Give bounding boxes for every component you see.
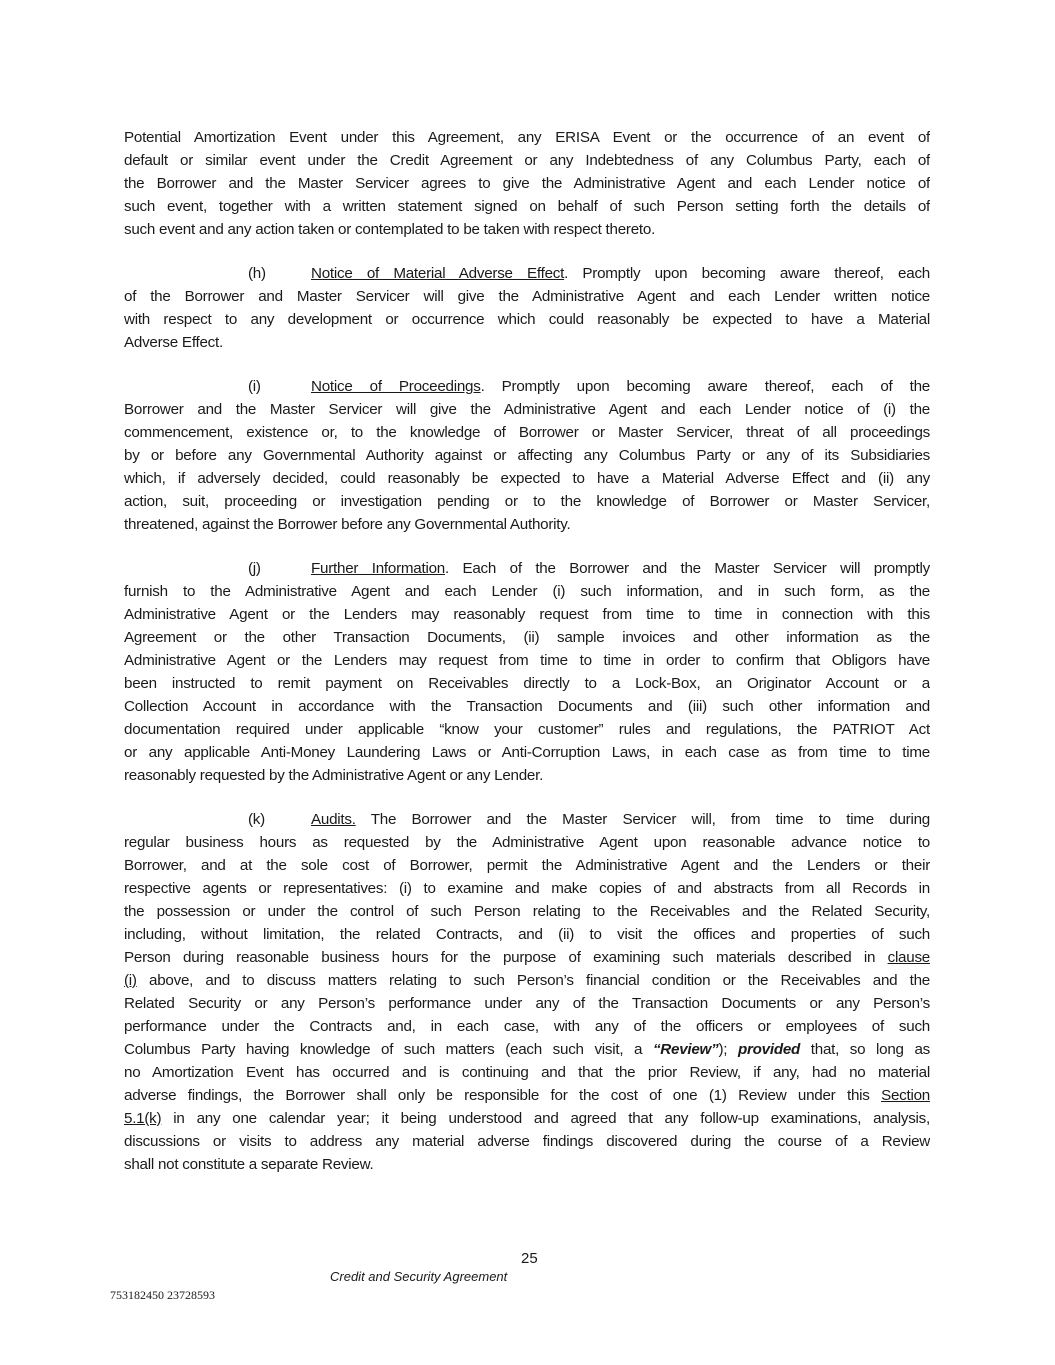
text: Administrative Agent or the Lenders may request from time to time in order to confirm that Obligors have xyxy=(124,652,930,669)
underlined-text: Notice of Proceedings xyxy=(311,378,481,395)
text: furnish to the Administrative Agent and each Lender (i) such information, and in such form, as the xyxy=(124,583,930,600)
text-line xyxy=(124,513,930,536)
section-label: (j) xyxy=(248,560,261,577)
underlined-text: (i) xyxy=(124,972,137,989)
text-line xyxy=(124,398,930,421)
underlined-text: Notice of Material Adverse Effect xyxy=(311,265,565,282)
text-line xyxy=(124,421,930,444)
text-line xyxy=(124,603,930,626)
text: threatened, against the Borrower before any Governmental Authority. xyxy=(124,516,571,533)
text: Administrative Agent or the Lenders may reasonably request from time to time in connection with this xyxy=(124,606,930,623)
defined-term: “Review” xyxy=(652,1041,719,1058)
text-line xyxy=(124,992,930,1015)
text-line xyxy=(124,923,930,946)
text-line xyxy=(124,741,930,764)
paragraph-j xyxy=(124,557,930,787)
text: Potential Amortization Event under this Agreement, any ERISA Event or the occurrence of an event of xyxy=(124,129,930,146)
text: Agreement or the other Transaction Documents, (ii) sample invoices and other information as the xyxy=(124,629,930,646)
text: commencement, existence or, to the knowledge of Borrower or Master Servicer, threat of all proceedings xyxy=(124,424,930,441)
text: that, so long as xyxy=(800,1041,930,1058)
section-label: (k) xyxy=(248,811,265,828)
text-line xyxy=(124,649,930,672)
text: action, suit, proceeding or investigation pending or to the knowledge of Borrower or Master Servicer, xyxy=(124,493,930,510)
text-line xyxy=(124,1130,930,1153)
defined-term: provided xyxy=(737,1041,801,1058)
text: been instructed to remit payment on Receivables directly to a Lock-Box, an Originator Account or a xyxy=(124,675,930,692)
text-line xyxy=(124,877,930,900)
text-line xyxy=(124,718,930,741)
paragraph-k xyxy=(124,808,930,1176)
text-line xyxy=(124,695,930,718)
text: in any one calendar year; it being understood and agreed that any follow-up examinations, analysis, xyxy=(161,1110,930,1127)
text-line xyxy=(124,672,930,695)
text-line xyxy=(124,1038,930,1061)
text: by or before any Governmental Authority against or affecting any Columbus Party or any of its Subsidiaries xyxy=(124,447,930,464)
text: above, and to discuss matters relating to such Person’s financial condition or the Receivables and the xyxy=(136,972,930,989)
text: the possession or under the control of such Person relating to the Receivables and the Related Security, xyxy=(124,903,930,920)
document-id: 753182450 23728593 xyxy=(110,1288,215,1302)
text-line xyxy=(124,172,930,195)
text: shall not constitute a separate Review. xyxy=(124,1156,374,1173)
underlined-text: clause xyxy=(887,949,930,966)
text: performance under the Contracts and, in each case, with any of the officers or employees of such xyxy=(124,1018,930,1035)
text: default or similar event under the Credit Agreement or any Indebtedness of any Columbus Party, each of xyxy=(124,152,930,169)
text-line xyxy=(124,218,930,241)
section-label: (h) xyxy=(248,265,266,282)
paragraph-i xyxy=(124,375,930,536)
paragraph xyxy=(124,126,930,241)
text: Person during reasonable business hours for the purpose of examining such materials described in xyxy=(124,949,888,966)
text: discussions or visits to address any material adverse findings discovered during the course of a Review xyxy=(124,1133,930,1150)
text: Borrower and the Master Servicer will give the Administrative Agent and each Lender notice of (i) the xyxy=(124,401,930,418)
underlined-text: Further Information xyxy=(311,560,445,577)
underlined-text: Audits. xyxy=(311,811,356,828)
text: The Borrower and the Master Servicer will, from time to time during xyxy=(355,811,930,828)
text-line xyxy=(124,308,930,331)
text-line xyxy=(124,126,930,149)
text-line xyxy=(124,831,930,854)
text-line xyxy=(124,195,930,218)
text-line xyxy=(124,764,930,787)
text: Borrower, and at the sole cost of Borrower, permit the Administrative Agent and the Lenders or their xyxy=(124,857,930,874)
text-line xyxy=(124,285,930,308)
text: adverse findings, the Borrower shall only be responsible for the cost of one (1) Review under this xyxy=(124,1087,882,1104)
text-line xyxy=(124,375,930,398)
text-line xyxy=(124,626,930,649)
text: regular business hours as requested by the Administrative Agent upon reasonable advance notice to xyxy=(124,834,930,851)
text: ); xyxy=(718,1041,738,1058)
text-line xyxy=(124,490,930,513)
text: with respect to any development or occurrence which could reasonably be expected to have a Material xyxy=(124,311,930,328)
text-line xyxy=(124,1084,930,1107)
text-line xyxy=(124,1107,930,1130)
text-line xyxy=(124,331,930,354)
underlined-text: Section xyxy=(881,1087,930,1104)
text: documentation required under applicable “know your customer” rules and regulations, the PATRIOT Act xyxy=(124,721,930,738)
text: no Amortization Event has occurred and is continuing and that the prior Review, if any, had no material xyxy=(124,1064,930,1081)
underlined-text: 5.1(k) xyxy=(124,1110,162,1127)
text-line xyxy=(124,854,930,877)
text-line xyxy=(124,149,930,172)
text-line xyxy=(124,969,930,992)
text: the Borrower and the Master Servicer agrees to give the Administrative Agent and each Lender notice of xyxy=(124,175,930,192)
text-line xyxy=(124,946,930,969)
text-line xyxy=(124,808,930,831)
text: . Each of the Borrower and the Master Servicer will promptly xyxy=(444,560,930,577)
text: . Promptly upon becoming aware thereof, each xyxy=(564,265,930,282)
text-line xyxy=(124,1061,930,1084)
text: or any applicable Anti-Money Laundering Laws or Anti-Corruption Laws, in each case as from time to time xyxy=(124,744,930,761)
text: . Promptly upon becoming aware thereof, each of the xyxy=(480,378,930,395)
footer-title: Credit and Security Agreement xyxy=(330,1269,508,1284)
text: Columbus Party having knowledge of such matters (each such visit, a xyxy=(124,1041,653,1058)
text: reasonably requested by the Administrative Agent or any Lender. xyxy=(124,767,544,784)
text: respective agents or representatives: (i) to examine and make copies of and abstracts from all Records in xyxy=(124,880,930,897)
text: Adverse Effect. xyxy=(124,334,223,351)
text: including, without limitation, the related Contracts, and (ii) to visit the offices and properties of such xyxy=(124,926,930,943)
text-line xyxy=(124,580,930,603)
text: Related Security or any Person’s performance under any of the Transaction Documents or any Person’s xyxy=(124,995,930,1012)
text-line xyxy=(124,900,930,923)
text-line xyxy=(124,557,930,580)
text: of the Borrower and Master Servicer will give the Administrative Agent and each Lender written notice xyxy=(124,288,930,305)
document-body xyxy=(124,126,930,1197)
text: Collection Account in accordance with the Transaction Documents and (iii) such other information and xyxy=(124,698,930,715)
section-label: (i) xyxy=(248,378,261,395)
text-line xyxy=(124,1153,930,1176)
page-number: 25 xyxy=(521,1250,538,1267)
text-line xyxy=(124,1015,930,1038)
text: which, if adversely decided, could reasonably be expected to have a Material Adverse Effect and (ii) any xyxy=(124,470,930,487)
text-line xyxy=(124,467,930,490)
paragraph-h xyxy=(124,262,930,354)
text: such event, together with a written statement signed on behalf of such Person setting forth the details of xyxy=(124,198,930,215)
text: such event and any action taken or contemplated to be taken with respect thereto. xyxy=(124,221,656,238)
text-line xyxy=(124,444,930,467)
text-line xyxy=(124,262,930,285)
